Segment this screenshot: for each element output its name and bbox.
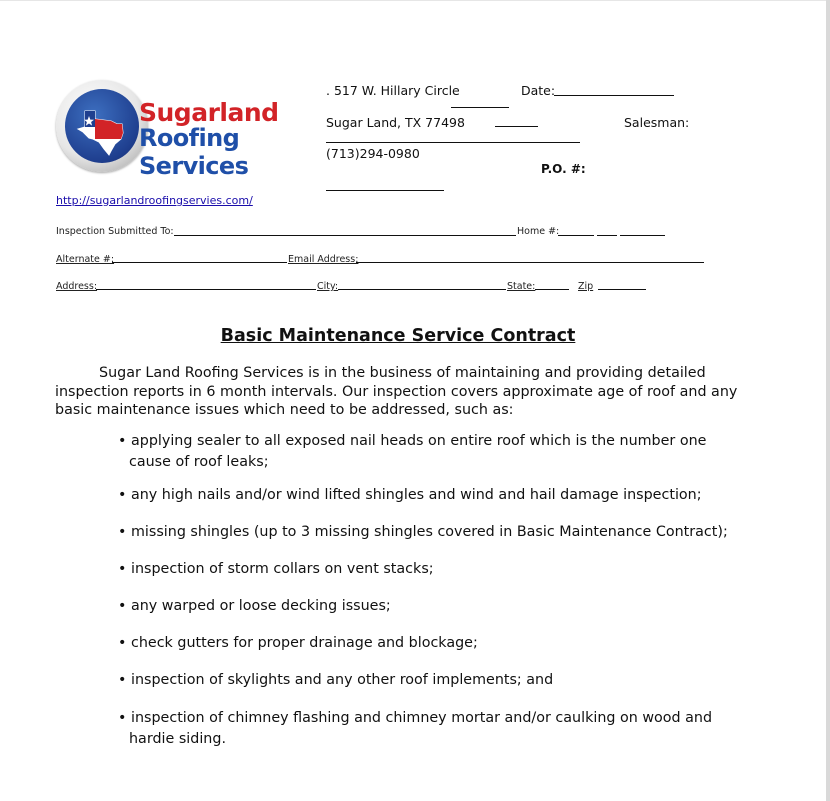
address-label: Address:: [56, 281, 98, 292]
zip-label: Zip: [578, 281, 594, 292]
address-field[interactable]: [96, 289, 316, 290]
company-phone: (713)294-0980: [326, 146, 420, 161]
website-link[interactable]: http://sugarlandroofingservies.com/: [56, 194, 253, 207]
list-item-text: • inspection of skylights and any other roof implements; and: [118, 672, 554, 688]
city-extra-underline: [495, 126, 538, 127]
list-item-text: • missing shingles (up to 3 missing shingles covered in Basic Maintenance Contract);: [118, 524, 728, 540]
state-label: State:: [507, 281, 536, 292]
list-item-text: • applying sealer to all exposed nail heads on entire roof which is the number one cause of roof leaks;: [118, 433, 707, 470]
list-item: [118, 708, 738, 750]
logo-badge: [56, 80, 148, 172]
list-item-text: • inspection of storm collars on vent stacks;: [118, 561, 434, 577]
list-item: [118, 596, 738, 617]
city-label: City:: [317, 281, 339, 292]
alternate-field[interactable]: [112, 262, 287, 263]
home-phone-label: Home #:: [517, 226, 560, 237]
list-item: [118, 670, 738, 691]
list-item-text: • check gutters for proper drainage and blockage;: [118, 635, 478, 651]
date-label: Date:: [521, 83, 556, 98]
home-phone-field-1[interactable]: [558, 235, 594, 236]
company-city: Sugar Land, TX 77498: [326, 115, 465, 130]
company-street: . 517 W. Hillary Circle: [326, 83, 460, 98]
contract-intro: [55, 364, 755, 420]
page-top-edge: [0, 0, 830, 1]
home-phone-field-2[interactable]: [597, 235, 617, 236]
logo-text-line2: Roofing Services: [139, 124, 249, 180]
email-label: Email Address:: [288, 254, 359, 265]
list-item: [118, 559, 738, 580]
contract-intro-text: Sugar Land Roofing Services is in the business of maintaining and providing detailed inspection reports in 6 month intervals. Our inspection covers approximate age of roof and any basic maintenance issues which need to be addressed, such as:: [55, 365, 738, 418]
home-phone-field-3[interactable]: [620, 235, 665, 236]
list-item: [118, 522, 738, 543]
city-field[interactable]: [338, 289, 506, 290]
list-item-text: • any warped or loose decking issues;: [118, 598, 391, 614]
salesman-label: Salesman:: [624, 115, 690, 130]
list-item-text: • inspection of chimney flashing and chimney mortar and/or caulking on wood and hardie siding.: [118, 710, 713, 747]
contract-title: Basic Maintenance Service Contract: [220, 326, 576, 346]
date-field[interactable]: [554, 95, 674, 96]
list-item-text: • any high nails and/or wind lifted shingles and wind and hail damage inspection;: [118, 487, 702, 503]
email-field[interactable]: [356, 262, 704, 263]
texas-map-icon: [65, 89, 139, 163]
list-item: [118, 431, 738, 473]
inspection-submitted-field[interactable]: [174, 235, 516, 236]
zip-field[interactable]: [598, 289, 646, 290]
logo-text-line1: Sugarland: [139, 98, 279, 127]
page-right-edge: [826, 0, 830, 801]
logo-badge-inner: [65, 89, 139, 163]
list-item: [118, 485, 738, 506]
company-logo: [56, 80, 328, 180]
po-label: P.O. #:: [541, 162, 586, 176]
street-underline: [451, 107, 509, 108]
alternate-label: Alternate #:: [56, 254, 115, 265]
list-item: [118, 633, 738, 654]
state-field[interactable]: [535, 289, 569, 290]
city-underline: [326, 142, 580, 143]
inspection-submitted-label: Inspection Submitted To:: [56, 226, 174, 237]
phone-underline: [326, 190, 444, 191]
